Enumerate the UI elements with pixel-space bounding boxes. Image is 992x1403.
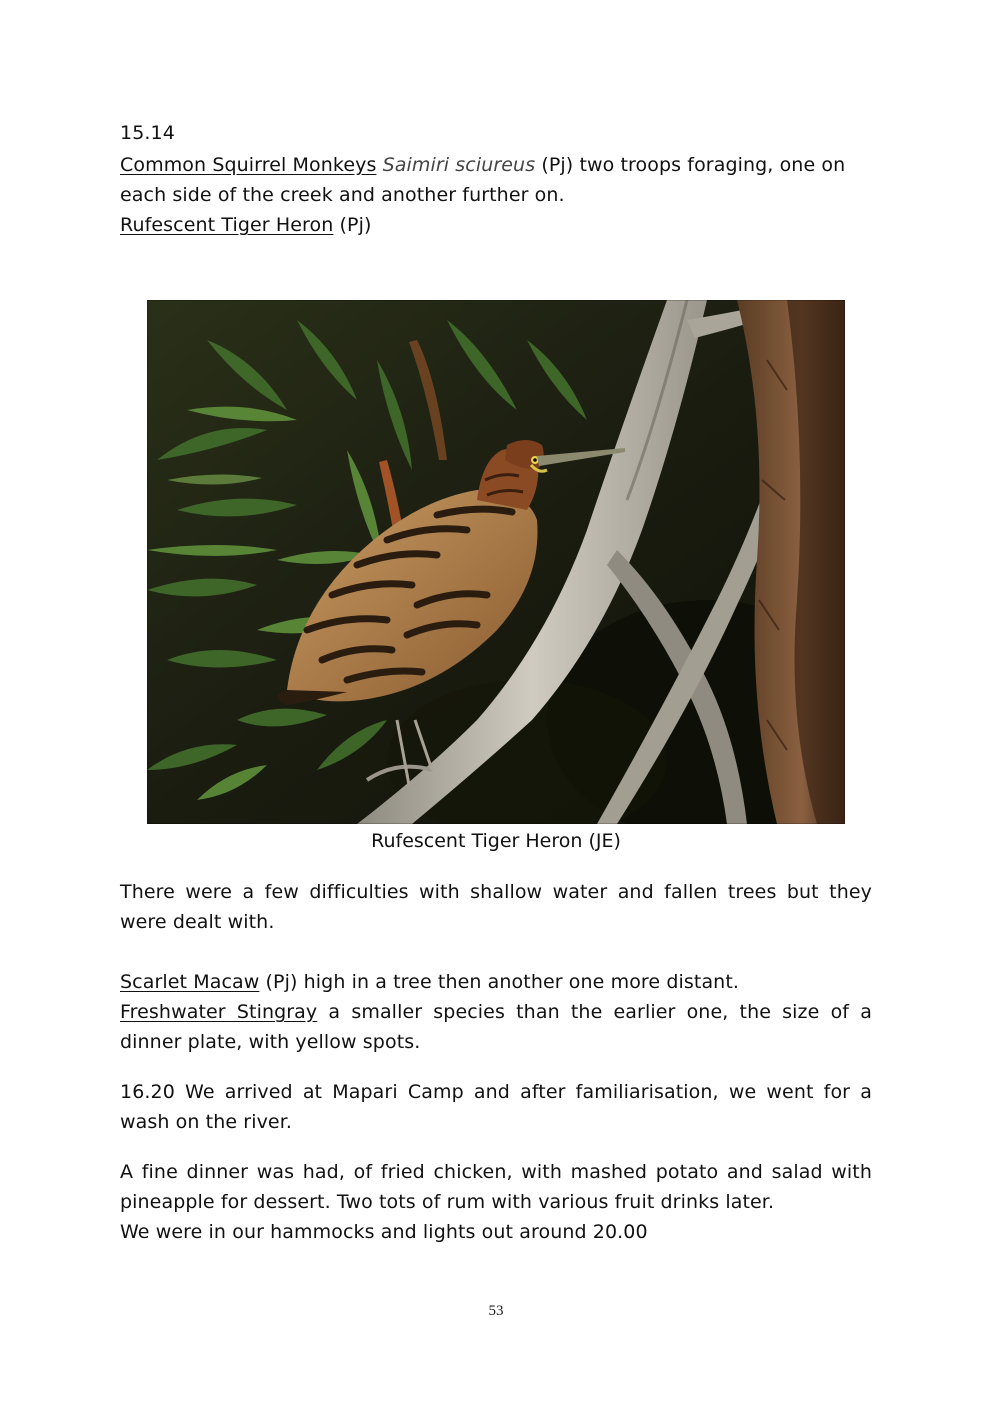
heron-photo-illustration	[147, 300, 845, 824]
species-name: Common Squirrel Monkeys	[120, 154, 377, 176]
paragraph-arrival: 16.20 We arrived at Mapari Camp and after familiarisation, we went for a wash on the river.	[120, 1081, 872, 1133]
species-name: Freshwater Stingray	[120, 1001, 318, 1023]
scientific-name: Saimiri sciureus	[382, 154, 536, 176]
paragraph-lights-out: We were in our hammocks and lights out around 20.00	[120, 1221, 648, 1243]
entry-text: (Pj)	[333, 214, 372, 236]
photo-caption: Rufescent Tiger Heron (JE)	[371, 830, 621, 852]
entry-text: (Pj) high in a tree then another one more distant.	[259, 971, 740, 993]
paragraph-dinner: A fine dinner was had, of fried chicken, with mashed potato and salad with pineapple for dessert. Two tots of rum with various fruit drinks later.	[120, 1161, 872, 1213]
entry-text: a smaller species than the earlier one, the size of a dinner plate, with yellow spots.	[120, 1001, 873, 1053]
entry-text: (Pj) two troops foraging, one on each side of the creek and another further on.	[120, 154, 846, 206]
paragraph-difficulties: There were a few difficulties with shallow water and fallen trees but they were dealt with.	[120, 881, 872, 933]
heron-photo	[147, 300, 845, 824]
page-number: 53	[488, 1303, 504, 1319]
entry-tiger-heron	[120, 210, 872, 240]
species-name: Rufescent Tiger Heron	[120, 214, 334, 236]
entry-scarlet-macaw	[120, 967, 872, 997]
entry-freshwater-stingray	[120, 997, 872, 1057]
time-heading: 15.14	[120, 122, 175, 144]
species-name: Scarlet Macaw	[120, 971, 260, 993]
entry-squirrel-monkeys	[120, 150, 872, 210]
